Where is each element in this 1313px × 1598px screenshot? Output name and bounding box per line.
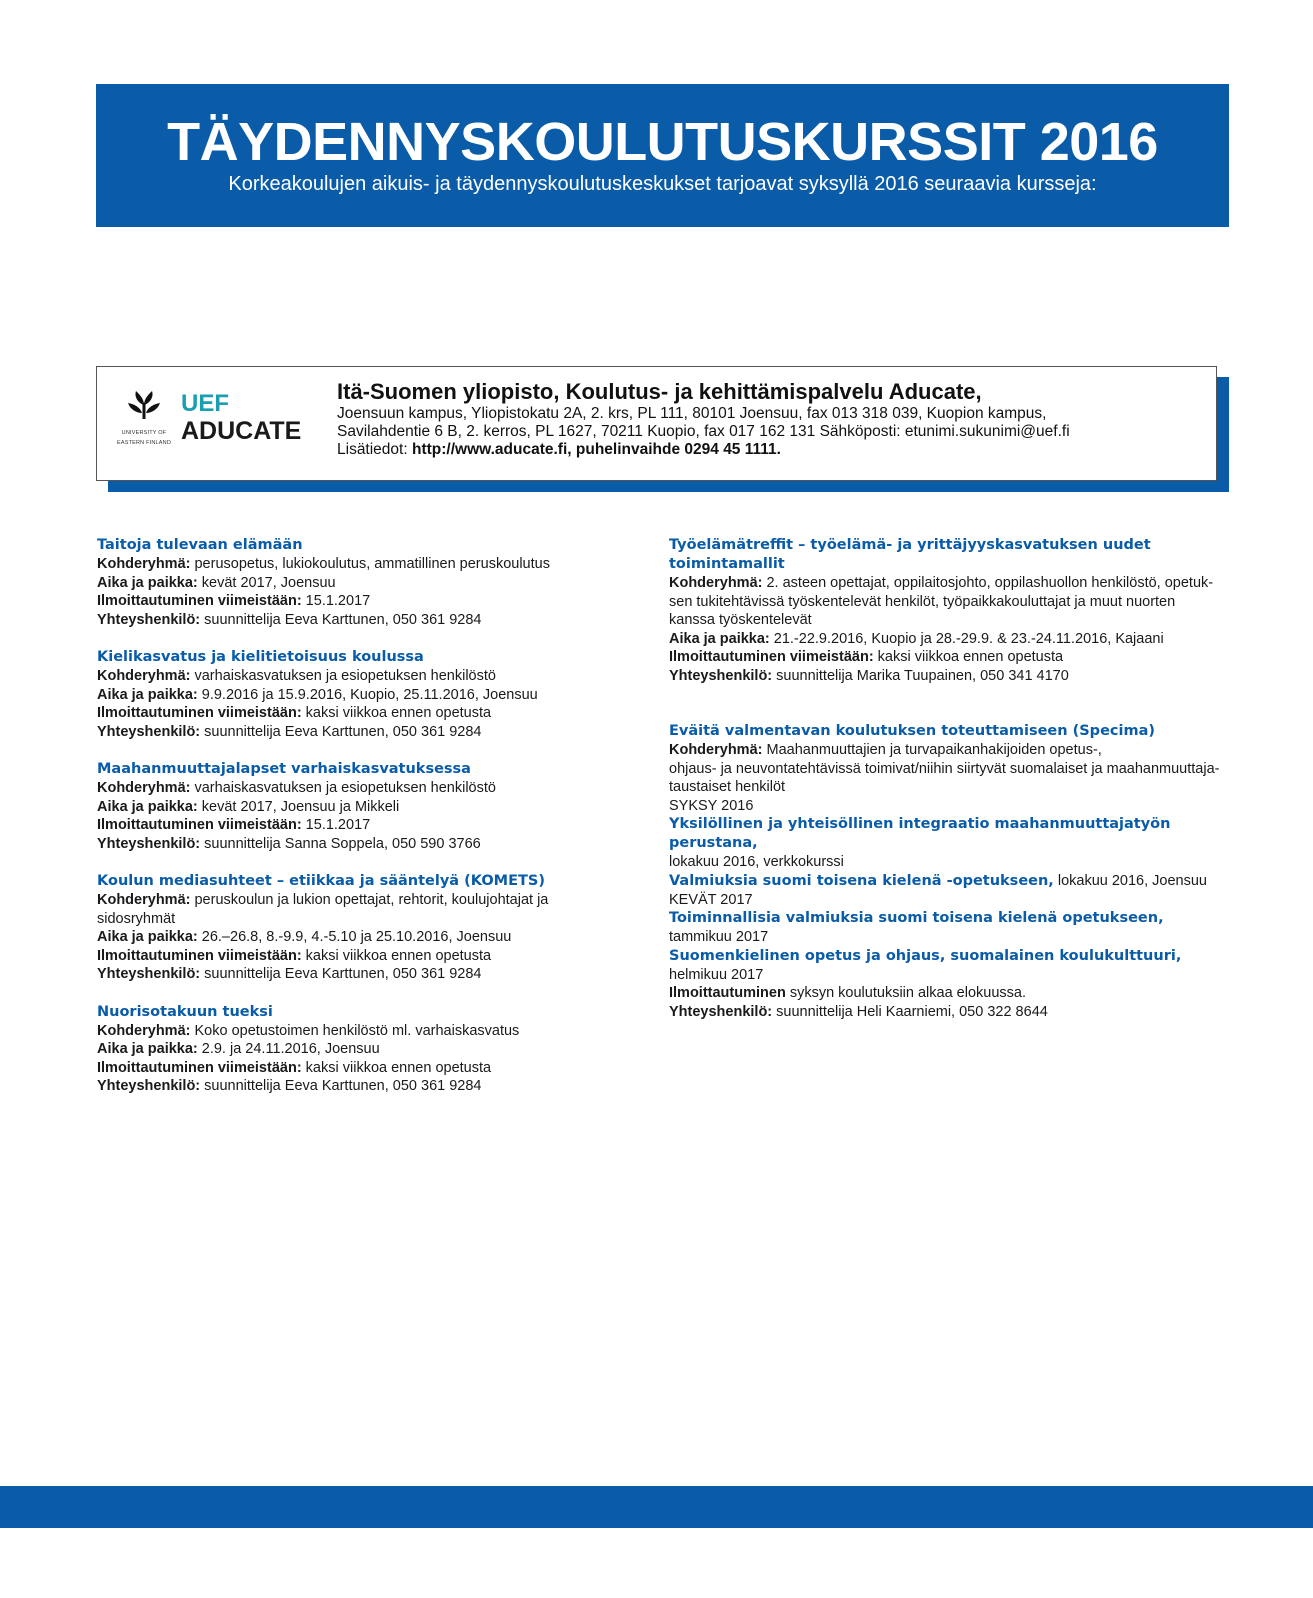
course-item (669, 536, 1234, 685)
sub-course-title: Suomenkielinen opetus ja ohjaus, suomalainen koulukulttuuri, (669, 947, 1182, 964)
season-label: SYKSY 2016 (669, 797, 754, 814)
course-line: Aika ja paikka: kevät 2017, Joensuu (97, 574, 336, 591)
course-line: kanssa työskentelevät (669, 612, 812, 628)
course-line: Kohderyhmä: perusopetus, lukiokoulutus, ammatillinen peruskoulutus (97, 556, 550, 572)
sub-course-title: Yksilöllinen ja yhteisöllinen integraatio maahanmuuttajatyön perustana, (669, 816, 1171, 851)
course-item (669, 722, 1234, 1021)
course-title: Nuorisotakuun tueksi (97, 1003, 273, 1020)
spacer (669, 685, 1234, 722)
course-line: Ilmoittautuminen viimeistään: 15.1.2017 (97, 593, 371, 609)
course-title: Kielikasvatus ja kielitietoisuus koulussa (97, 649, 424, 665)
provider-address-1: Joensuun kampus, Yliopistokatu 2A, 2. krs, PL 111, 80101 Joensuu, fax 013 318 039, Kuopion kampus, (337, 405, 1047, 422)
course-line: Kohderyhmä: Koko opetustoimen henkilöstö ml. varhaiskasvatus (97, 1022, 520, 1039)
more-info-value: http://www.aducate.fi, puhelinvaihde 0294 45 1111. (411, 441, 781, 458)
course-item (97, 536, 617, 629)
season-label: KEVÄT 2017 (669, 891, 753, 908)
course-line: Kohderyhmä: varhaiskasvatuksen ja esiopetuksen henkilöstö (97, 668, 496, 684)
course-item (97, 1003, 617, 1096)
course-line: Ilmoittautuminen syksyn koulutuksiin alkaa elokuussa. (669, 985, 1026, 1001)
logo-small-line-1: UNIVERSITY OF (121, 430, 167, 436)
uef-aducate-logo (115, 391, 305, 461)
course-line: taustaiset henkilöt (669, 779, 786, 795)
course-line: Aika ja paikka: 2.9. ja 24.11.2016, Joensuu (97, 1041, 380, 1057)
page-title: TÄYDENNYSKOULUTUSKURSSIT 2016 (167, 112, 1158, 172)
course-line: Yhteyshenkilö: suunnittelija Eeva Karttunen, 050 361 9284 (97, 723, 482, 740)
logo-aducate-text: ADUCATE (181, 417, 302, 445)
course-item (97, 872, 617, 984)
course-line: Kohderyhmä: Maahanmuuttajien ja turvapaikanhakijoiden opetus-, (669, 742, 1102, 758)
course-line: Yhteyshenkilö: suunnittelija Eeva Karttunen, 050 361 9284 (97, 611, 482, 628)
header-banner (96, 84, 1229, 227)
course-title: Eväitä valmentavan koulutuksen toteuttamiseen (Specima) (669, 723, 1155, 739)
sub-course-title: Valmiuksia suomi toisena kielenä -opetukseen, (669, 872, 1054, 889)
course-title: Taitoja tulevaan elämään (97, 537, 303, 553)
course-line: Aika ja paikka: 9.9.2016 ja 15.9.2016, Kuopio, 25.11.2016, Joensuu (97, 686, 538, 703)
course-line: Yhteyshenkilö: suunnittelija Marika Tuupainen, 050 341 4170 (669, 667, 1069, 684)
sub-course-title: Toiminnallisia valmiuksia suomi toisena kielenä opetukseen, (669, 910, 1164, 926)
course-line: sen tukitehtävissä työskentelevät henkilöt, työpaikkakouluttajat ja muut nuorten (669, 593, 1176, 610)
provider-address-2: Savilahdentie 6 B, 2. kerros, PL 1627, 70211 Kuopio, fax 017 162 131 Sähköposti: etunimi.sukunimi@uef.fi (337, 423, 1070, 440)
course-line: Aika ja paikka: 21.-22.9.2016, Kuopio ja 28.-29.9. & 23.-24.11.2016, Kajaani (669, 630, 1164, 647)
course-line: Yhteyshenkilö: suunnittelija Heli Kaarniemi, 050 322 8644 (669, 1003, 1048, 1020)
spacer (97, 741, 617, 760)
course-line: Yhteyshenkilö: suunnittelija Eeva Karttunen, 050 361 9284 (97, 1078, 482, 1094)
sub-course-when: lokakuu 2016, verkkokurssi (669, 854, 844, 870)
spacer (97, 984, 617, 1003)
provider-box (96, 366, 1217, 481)
sub-course-when: helmikuu 2017 (669, 966, 764, 983)
provider-more-info (337, 441, 1206, 459)
course-line: Ilmoittautuminen viimeistään: kaksi viikkoa ennen opetusta (97, 705, 492, 721)
right-course-column (669, 536, 1234, 1021)
course-line: Ilmoittautuminen viimeistään: kaksi viikkoa ennen opetusta (97, 947, 492, 964)
course-title: Koulun mediasuhteet – etiikkaa ja sääntelyä (KOMETS) (97, 873, 545, 889)
course-title-cont: toimintamallit (669, 556, 785, 572)
logo-uef-text: UEF (181, 390, 229, 417)
course-line: Kohderyhmä: 2. asteen opettajat, oppilaitosjohto, oppilashuollon henkilöstö, opetuk- (669, 575, 1214, 591)
course-item (97, 760, 617, 853)
course-title: Maahanmuuttajalapset varhaiskasvatuksessa (97, 761, 471, 777)
course-item (97, 648, 617, 741)
logo-small-line-2: EASTERN FINLAND (116, 440, 172, 446)
course-line: Kohderyhmä: varhaiskasvatuksen ja esiopetuksen henkilöstö (97, 780, 496, 796)
course-line: Ilmoittautuminen viimeistään: kaksi viikkoa ennen opetusta (97, 1059, 492, 1076)
sub-course-line (669, 872, 1234, 891)
uef-emblem-icon (115, 391, 173, 461)
course-line: Aika ja paikka: 26.–26.8, 8.-9.9, 4.-5.10 ja 25.10.2016, Joensuu (97, 929, 512, 945)
provider-name: Itä-Suomen yliopisto, Koulutus- ja kehittämispalvelu Aducate, (337, 379, 982, 404)
footer-bar (0, 1486, 1313, 1528)
sub-course-when: lokakuu 2016, Joensuu (1053, 872, 1207, 889)
course-line: Aika ja paikka: kevät 2017, Joensuu ja Mikkeli (97, 798, 400, 815)
leaf-emblem-icon (124, 391, 164, 421)
left-course-column (97, 536, 617, 1096)
course-line: Kohderyhmä: peruskoulun ja lukion opettajat, rehtorit, koulujohtajat ja sidosryhmät (97, 892, 549, 927)
course-line: Yhteyshenkilö: suunnittelija Eeva Karttunen, 050 361 9284 (97, 966, 482, 982)
page-subtitle: Korkeakoulujen aikuis- ja täydennyskoulutuskeskukset tarjoavat syksyllä 2016 seuraavia kursseja: (228, 173, 1097, 195)
course-line: ohjaus- ja neuvontatehtävissä toimivat/niihin siirtyvät suomalaiset ja maahanmuuttaja- (669, 760, 1220, 777)
course-line: Ilmoittautuminen viimeistään: 15.1.2017 (97, 817, 371, 833)
spacer (97, 629, 617, 648)
more-info-label: Lisätiedot: (337, 441, 408, 458)
spacer (97, 853, 617, 872)
provider-details (337, 379, 1206, 459)
course-line: Ilmoittautuminen viimeistään: kaksi viikkoa ennen opetusta (669, 649, 1064, 665)
sub-course-when: tammikuu 2017 (669, 929, 769, 945)
course-line: Yhteyshenkilö: suunnittelija Sanna Soppela, 050 590 3766 (97, 835, 481, 852)
course-title: Työelämätreffit – työelämä- ja yrittäjyyskasvatuksen uudet (669, 537, 1151, 553)
